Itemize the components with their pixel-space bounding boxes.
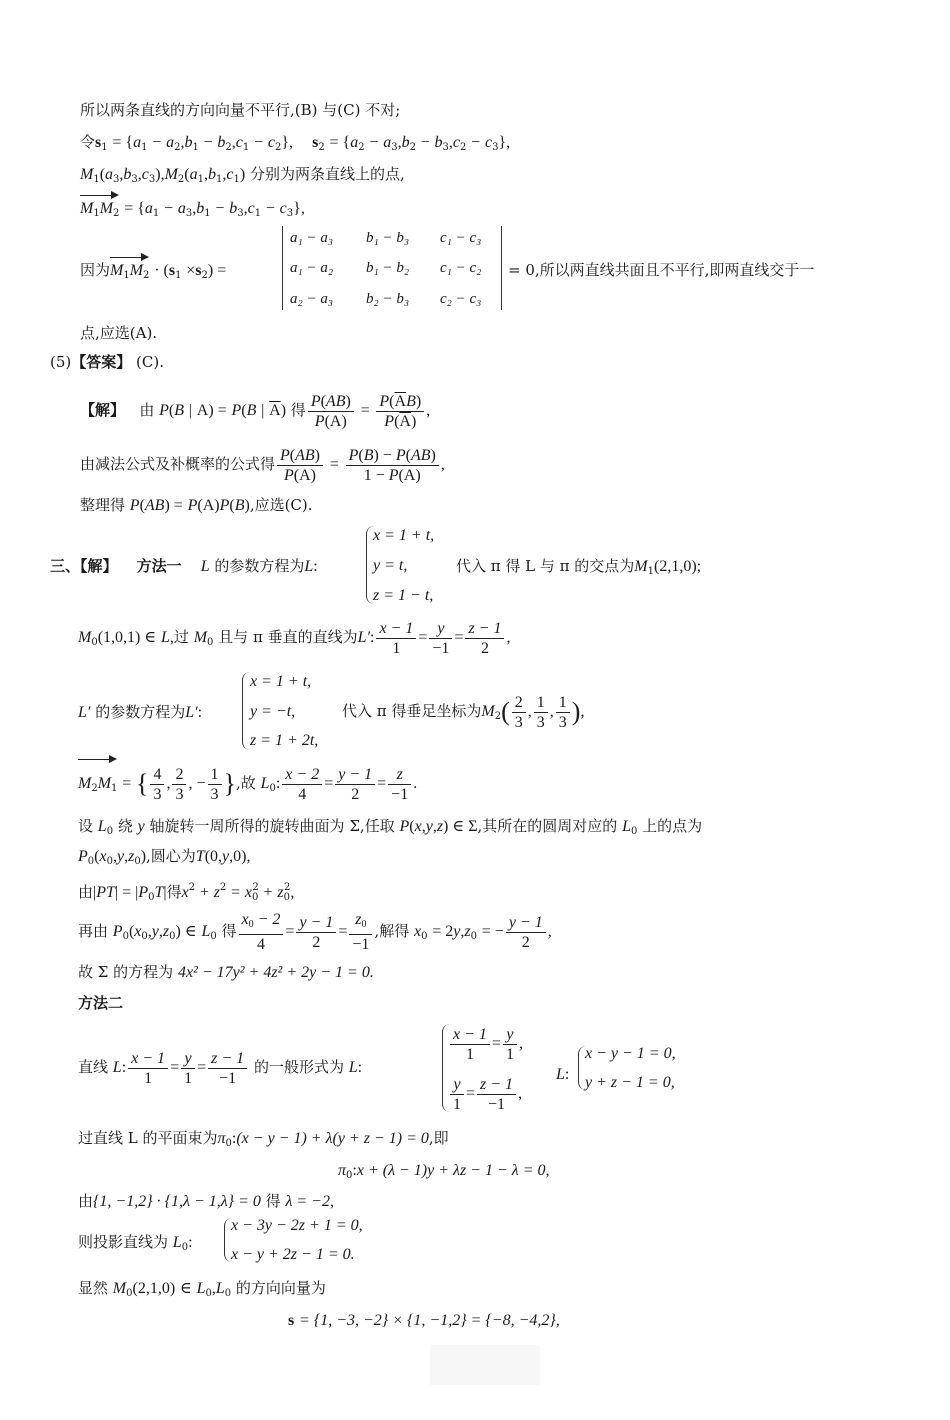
text: 的方向向量为 (235, 1279, 326, 1297)
param-eq: z = 1 + 2t, (250, 732, 319, 749)
mixed-product-line: 因为$M_1M_2 \cdot (s_1 \times s_2)$ = (80, 260, 226, 286)
lambda-line (78, 1191, 334, 1212)
direction-vector-line: s = {1, −3, −2} × {1, −1,2} = {−8, −4,2}, (288, 1312, 560, 1329)
sigma-equation: 4x² − 17y² + 4z² + 2y − 1 = 0. (177, 964, 374, 981)
det-cell: a₁ − a₂ (290, 260, 334, 276)
text: 得 (166, 883, 182, 901)
text-line: 所以两条直线的方向向量不平行,(B) 与(C) 不对; (80, 101, 401, 119)
text: 整理得 (80, 496, 126, 514)
general-eq: y + z − 1 = 0, (585, 1074, 675, 1091)
param-eq: y = −t, (250, 703, 296, 720)
text: 过 (173, 628, 189, 646)
rotation-line-2: $P_0(x_0,y,z_0)$,圆心为T(0,y,0), (78, 847, 251, 867)
equation: λ = −2, (285, 1193, 334, 1210)
answer-value: (C). (136, 353, 164, 371)
text: 上的点为 (642, 817, 703, 835)
vector-m1m2: $M_1M_2 = \{a_1 - a_3,b_1 - b_3,c_1 - c_3\}$, (80, 198, 305, 224)
text: 设 (78, 817, 94, 835)
rotation-line-1: 设 $L_0$ 绕 y 轴旋转一周所得的旋转曲面为 Σ,任取 P(x,y,z) ∈ Σ,其所在的圆周对应的 $L_0$ 上的点为 (78, 817, 703, 837)
param-eq: x = 1 + t, (373, 527, 435, 544)
param-eq: y = t, (373, 557, 408, 574)
det-cell: c₂ − c₃ (440, 291, 482, 307)
det-cell: c₁ − c₃ (440, 230, 482, 246)
text-line: = 0,所以两直线共面且不平行,即两直线交于一 (508, 261, 815, 279)
equation-s1-s2: 令$s_1 = \{a_1 - a_2,b_1 - b_2,c_1 - c_2\}$, $s_2 = \{a_2 - a_3,b_2 - b_3,c_2 - c_3\}$, (80, 133, 511, 153)
system-eq-1: $\frac{x - 1}{1}$ = $\frac{y}{1}$ , (448, 1022, 523, 1065)
question-number: (5) (50, 353, 72, 371)
text: 由 (78, 883, 94, 901)
text: ,圆心为 (146, 847, 196, 865)
text: 显然 (78, 1279, 109, 1297)
text: 轴旋转一周所得的旋转曲面为 Σ,任取 (149, 817, 395, 835)
text: 的参数方程为 (214, 557, 305, 575)
projection-line: 则投影直线为 $L_0$: (78, 1233, 193, 1253)
text: 的参数方程为 (95, 703, 186, 721)
det-cell: b₁ − b₃ (366, 230, 410, 246)
solution-line-2: 由减法公式及补概率的公式得 $\frac{P(AB)}{P(A)}$ = $\frac{P(B) - P(AB)}{1 - P(A)}$ , (80, 446, 445, 484)
text: 由 (78, 1192, 94, 1210)
pencil-line-2: $\pi_0:x + (\lambda - 1)y + \lambda z - 1 - \lambda = 0$, (338, 1162, 550, 1181)
det-cell: b₂ − b₃ (366, 291, 410, 307)
text: 过直线 L 的平面束为 (78, 1129, 218, 1147)
point: (2,1,0); (654, 558, 702, 575)
method-label: 方法一 (136, 557, 182, 575)
det-cell: a₁ − a₃ (290, 230, 334, 246)
text: 因为 (80, 261, 111, 279)
answer-line (50, 352, 164, 372)
text: 得 (290, 401, 306, 419)
text: 代入 π 得垂足坐标为 (342, 702, 482, 720)
point: (2,1,0) (132, 1280, 176, 1297)
text: 分别为两条直线上的点, (249, 165, 405, 183)
text: ,故 (236, 774, 256, 792)
distance-line: 由$|PT| = |P_0T|$得$x^2 + z^2 = x_0^2 + z_0^2$, (78, 882, 295, 903)
lprime-line: L′ 的参数方程为L′: (78, 703, 203, 721)
text: 且与 π 垂直的直线为 (218, 628, 358, 646)
method-one-line: 三、【解】 方法一 L 的参数方程为L: (50, 557, 318, 575)
det-cell: b₁ − b₂ (366, 260, 410, 276)
general-eq: x − y − 1 = 0, (585, 1045, 676, 1062)
text: ,即 (428, 1129, 449, 1147)
text: ,解得 (374, 922, 410, 940)
param-eq: x = 1 + t, (250, 673, 312, 690)
system-eq-2: $\frac{y}{1}$ = $\frac{z - 1}{-1}$ , (448, 1072, 522, 1115)
scan-blemish (430, 1345, 540, 1385)
equation: {1, −1,2} · {1,λ − 1,λ} = 0 (93, 1193, 261, 1210)
answer-tag: 【答案】 (71, 353, 132, 371)
intersection-text: 代入 π 得 L 与 π 的交点为$M_1(2,1,0)$; (456, 557, 702, 577)
solution-line-1: 【解】 由 P(B | A) = P(B | $\overline{A}$) 得 $\frac{P(AB)}{P(A)}$ = $\frac{P(\overline{A}B)}{P(\overline{A})}$ , (80, 392, 431, 430)
text-line: 点,应选(A). (80, 324, 158, 342)
text: 再由 (78, 922, 109, 940)
equation: x + (λ − 1)y + λz − 1 − λ = 0, (356, 1162, 550, 1179)
text: 故 Σ 的方程为 (78, 963, 174, 981)
text: 绕 (117, 817, 133, 835)
text: ,应选(C). (249, 496, 313, 514)
proj-eq: x − 3y − 2z + 1 = 0, (231, 1217, 363, 1234)
sigma-equation-line (78, 962, 374, 983)
text: 的一般形式为 (253, 1058, 344, 1076)
obvious-line: 显然 $M_0(2,1,0)$ ∈ $L_0,L_0$ 的方向向量为 (78, 1279, 326, 1299)
text: 代入 π 得 L 与 π 的交点为 (456, 557, 635, 575)
det-cell: a₂ − a₃ (290, 291, 334, 307)
solution-tag: 【解】 (80, 401, 126, 419)
pencil-line: 过直线 L 的平面束为$\pi_0:(x - y - 1) + \lambda(y + z - 1) = 0$,即 (78, 1129, 449, 1149)
solve-line: 再由 $P_0(x_0,y,z_0)$ ∈ $L_0$ 得 $\frac{x_0 - 2}{4}$ = $\frac{y - 1}{2}$ = $\frac{z_0}{-1}$ ,解得 $x_0 = 2y,z_0$ = − $\frac{y - 1}{2}$ , (78, 911, 552, 953)
text: 得 (221, 922, 237, 940)
solution-line-3: 整理得 P(AB) = P(A)P(B),应选(C). (80, 496, 313, 514)
text: 直线 (78, 1058, 109, 1076)
text: 由减法公式及补概率的公式得 (80, 455, 276, 473)
line-general-form: 直线 L: $\frac{x - 1}{1}$ = $\frac{y}{1}$ = $\frac{z - 1}{-1}$ 的一般形式为 L: (78, 1049, 363, 1087)
foot-text: 代入 π 得垂足坐标为$M_2$( $\frac{2}{3}$ , $\frac{1}{3}$ , $\frac{1}{3}$ ), (342, 693, 585, 731)
vector-m2m1-line: $M_2M_1$ = { $\frac{4}{3}$ , $\frac{2}{3}$ , − $\frac{1}{3}$ },故 $L_0$: $\frac{x - 2}{4}$ = $\frac{y - 1}{2}$ = $\frac{z}{-1}$ . (78, 762, 417, 810)
equation: = {1, −3, −2} × {1, −1,2} = {−8, −4,2}, (299, 1312, 560, 1329)
text: 则投影直线为 (78, 1233, 169, 1251)
perpendicular-line: $M_0(1,0,1)$ ∈ L,过 $M_0$ 且与 π 垂直的直线为L′: $\frac{x - 1}{1}$ = $\frac{y}{-1}$ = $\frac{z - 1}{2}$ , (78, 619, 511, 657)
section-heading: 三、【解】 (50, 557, 118, 575)
points-m1-m2: $M_1(a_3,b_3,c_3),M_2(a_1,b_1,c_1)$ 分别为两条直线上的点, (80, 165, 405, 185)
det-cell: c₁ − c₂ (440, 260, 482, 276)
text: 由 (139, 401, 155, 419)
text: 得 (265, 1192, 281, 1210)
text: 令 (80, 133, 96, 151)
equation: (x − y − 1) + λ(y + z − 1) = 0 (236, 1130, 429, 1147)
param-eq: z = 1 − t, (373, 587, 434, 604)
proj-eq: x − y + 2z − 1 = 0. (231, 1246, 355, 1263)
text: ,其所在的圆周对应的 (477, 817, 618, 835)
method-label: 方法二 (78, 994, 124, 1012)
l-label: L: (556, 1066, 570, 1083)
